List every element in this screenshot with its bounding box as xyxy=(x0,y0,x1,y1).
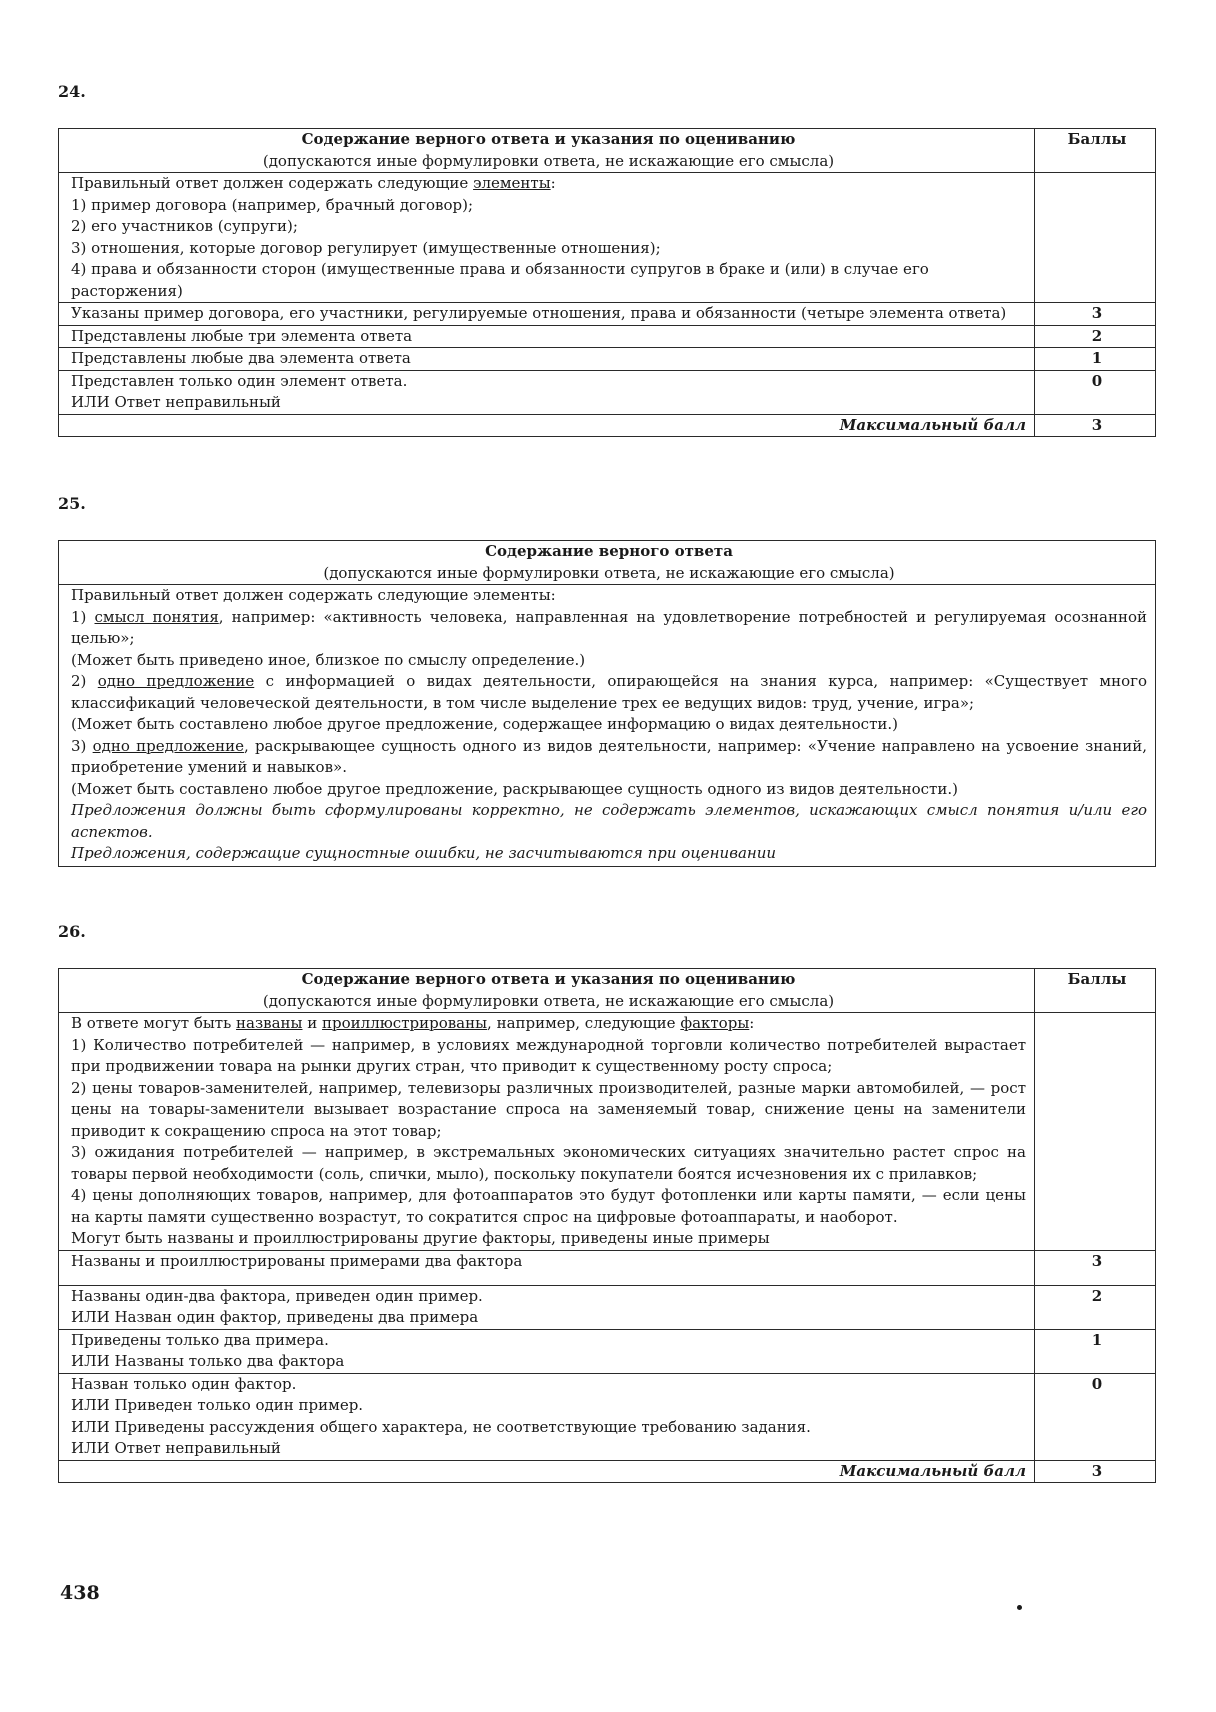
table-header xyxy=(59,129,1035,173)
content-line: 3) отношения, которые договор регулирует (имущественные отношения); xyxy=(71,238,661,257)
criteria-text: Названы и проиллюстрированы примерами два фактора xyxy=(59,1250,1035,1285)
score-cell: 2 xyxy=(1035,1285,1156,1329)
content-line: 1) пример договора (например, брачный договор); xyxy=(71,195,474,214)
content-line: 1) Количество потребителей — например, в условиях международной торговли количество потребителей вырастает при продвижении товара на рынки других стран, что приводит к существенному росту спроса; xyxy=(71,1035,1026,1075)
answer-content xyxy=(59,1013,1035,1251)
content-line: 4) права и обязанности сторон (имущественные права и обязанности супругов в браке и (или) в случае его расторжения) xyxy=(71,260,929,300)
page-number: 438 xyxy=(60,1582,100,1604)
answer-content: Правильный ответ должен содержать следующие элементы: 1) смысл понятия, например: «активность человека, направленная на удовлетворение потребностей и регулируемая осознанной целью»; (Может быть приведено иное, близкое по смыслу определение.) 2) одно предложение с информацией о видах деятельности, опирающейся на знания курса, например: «Существует много классификаций человеческой деятельности, в том числе выделение трех ее ведущих видов: труд, учение, игра»; (Может быть составлено любое другое предложение, содержащее информацию о видах деятельности.) 3) одно предложение, раскрывающее сущность одного из видов деятельности, например: «Учение направлено на усвоение знаний, приобретение умений и навыков». (Может быть составлено любое другое предложение, раскрывающее сущность одного из видов деятельности.) Предложения должны быть сформулированы корректно, не содержать элементов, искажающих смысл понятия и/или его аспектов. Предложения, содержащие сущностные ошибки, не засчитываются при оценивании xyxy=(59,585,1156,867)
score-cell: 2 xyxy=(1035,325,1156,348)
criteria-text: Представлены любые два элемента ответа xyxy=(59,348,1035,371)
question-number-26: 26. xyxy=(58,922,86,941)
score-cell: 3 xyxy=(1035,1250,1156,1285)
content-line: 3) ожидания потребителей — например, в экстремальных экономических ситуациях значительно растет спрос на товары первой необходимости (соль, спички, мыло), поскольку покупатели боятся исчезновения их с прилавков; xyxy=(71,1143,1026,1183)
score-cell xyxy=(1035,173,1156,303)
criteria-text: Приведены только два примера. ИЛИ Названы только два фактора xyxy=(59,1329,1035,1373)
header-subtitle: (допускаются иные формулировки ответа, не искажающие его смысла) xyxy=(323,563,895,582)
criteria-text: Указаны пример договора, его участники, регулируемые отношения, права и обязанности (четыре элемента ответа) xyxy=(59,303,1035,326)
header-subtitle: (допускаются иные формулировки ответа, не искажающие его смысла) xyxy=(262,991,835,1010)
criteria-text: Представлены любые три элемента ответа xyxy=(59,325,1035,348)
content-intro: В ответе могут быть названы и проиллюстрированы, например, следующие факторы: xyxy=(71,1014,755,1032)
score-cell: 0 xyxy=(1035,370,1156,414)
max-score-label: Максимальный балл xyxy=(59,414,1035,437)
max-score-value: 3 xyxy=(1035,1460,1156,1483)
score-cell: 3 xyxy=(1035,303,1156,326)
score-header: Баллы xyxy=(1035,969,1156,1013)
question-number-24: 24. xyxy=(58,82,86,101)
header-title: Содержание верного ответа xyxy=(485,542,733,560)
answer-content xyxy=(59,173,1035,303)
content-line: Могут быть названы и проиллюстрированы другие факторы, приведены иные примеры xyxy=(71,1229,770,1247)
max-score-value: 3 xyxy=(1035,414,1156,437)
header-subtitle: (допускаются иные формулировки ответа, не искажающие его смысла) xyxy=(262,151,835,170)
max-score-label: Максимальный балл xyxy=(59,1460,1035,1483)
answer-table-25 xyxy=(58,540,1156,867)
score-cell: 1 xyxy=(1035,1329,1156,1373)
score-cell xyxy=(1035,1013,1156,1251)
ink-dot xyxy=(1017,1605,1022,1610)
content-intro: Правильный ответ должен содержать следующие элементы: xyxy=(71,174,556,192)
content-line: 2) цены товаров-заменителей, например, телевизоры различных производителей, разные марки автомобилей, — рост цены на товары-заменители вызывает возрастание спроса на заменяемый товар, снижение цены на заменители приводит к сокращению спроса на этот товар; xyxy=(71,1078,1026,1140)
table-header xyxy=(59,541,1156,585)
criteria-text: Названы один-два фактора, приведен один пример. ИЛИ Назван один фактор, приведены два примера xyxy=(59,1285,1035,1329)
score-header: Баллы xyxy=(1035,129,1156,173)
header-title: Содержание верного ответа и указания по оцениванию xyxy=(301,130,796,148)
answer-table-26 xyxy=(58,968,1156,1483)
header-title: Содержание верного ответа и указания по оцениванию xyxy=(301,970,796,988)
question-number-25: 25. xyxy=(58,494,86,513)
criteria-text: Назван только один фактор. ИЛИ Приведен только один пример. ИЛИ Приведены рассуждения общего характера, не соответствующие требованию задания. ИЛИ Ответ неправильный xyxy=(59,1373,1035,1460)
criteria-text: Представлен только один элемент ответа. ИЛИ Ответ неправильный xyxy=(59,370,1035,414)
answer-table-24 xyxy=(58,128,1156,437)
score-cell: 0 xyxy=(1035,1373,1156,1460)
score-cell: 1 xyxy=(1035,348,1156,371)
content-line: 2) его участников (супруги); xyxy=(71,217,298,235)
content-line: 4) цены дополняющих товаров, например, для фотоаппаратов это будут фотопленки или карты памяти, — если цены на карты памяти существенно возрастут, то сократится спрос на цифровые фотоаппараты, и наоборот. xyxy=(71,1186,1026,1226)
table-header xyxy=(59,969,1035,1013)
